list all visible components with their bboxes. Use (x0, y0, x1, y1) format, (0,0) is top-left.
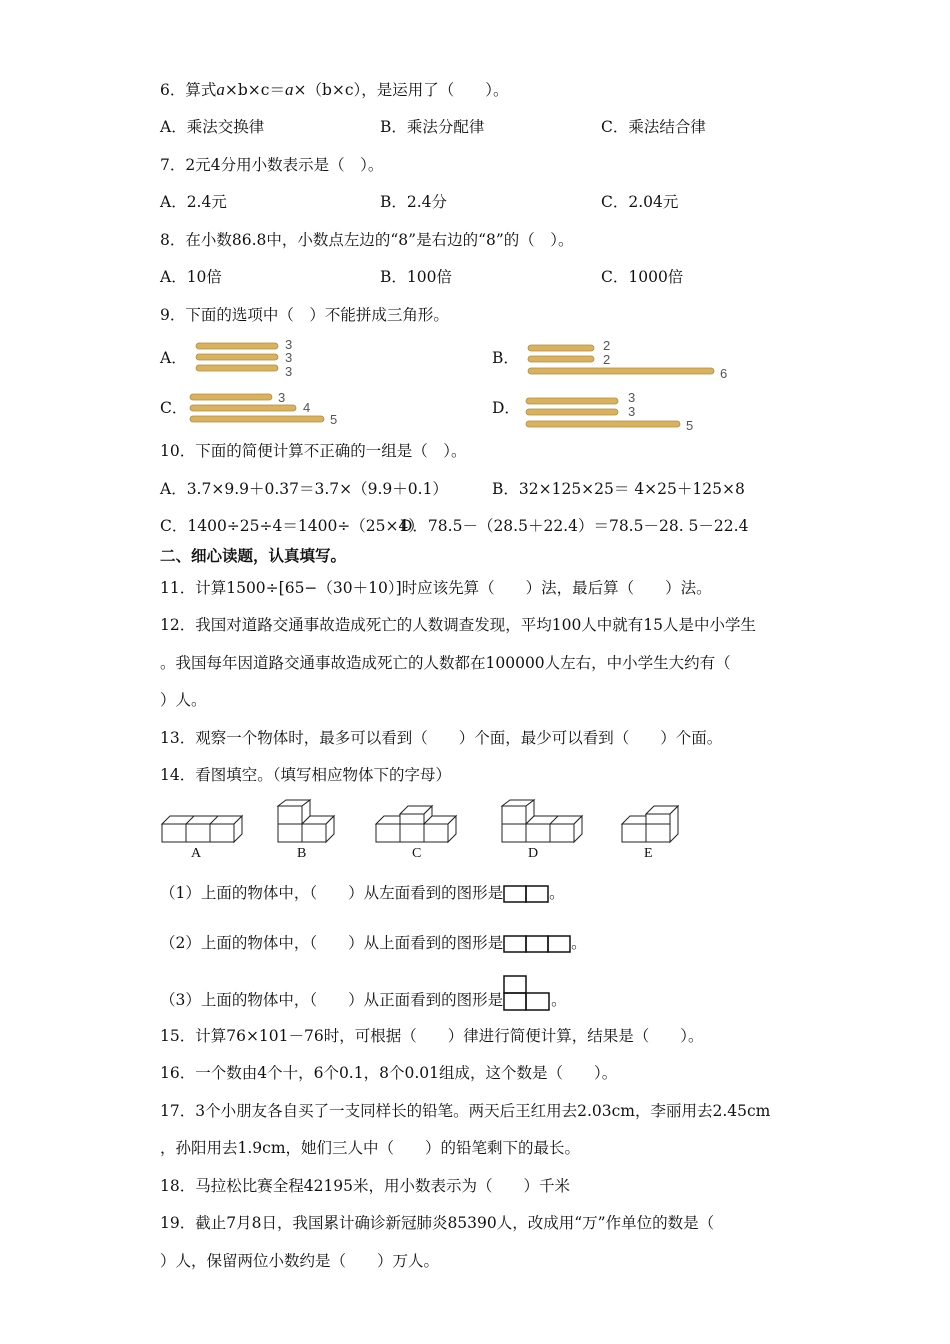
figure-label-b: B (297, 846, 307, 861)
stick (528, 345, 594, 351)
q16-text: 16．一个数由4个十，6个0.1，8个0.01组成，这个数是（ ）。 (160, 1064, 618, 1082)
stick-length: 5 (686, 418, 694, 433)
stick-length: 5 (330, 412, 338, 427)
figure-label-c: C (412, 846, 422, 861)
q12-line2: 。我国每年因道路交通事故造成死亡的人数都在100000人左右，中小学生大约有（ (160, 654, 731, 672)
stick-length: 2 (603, 352, 611, 367)
stick-length: 3 (285, 350, 293, 365)
q9-option-b-label: B． (492, 349, 519, 367)
stick-length: 3 (278, 390, 286, 405)
stick (196, 365, 278, 371)
q11-text: 11．计算1500÷[65−（30＋10）]时应该先算（ ）法，最后算（ ）法。 (160, 579, 712, 597)
q9-option-d-label: D． (492, 399, 520, 417)
figure-b (278, 800, 334, 842)
q17-line2: ，孙阳用去1.9cm，她们三人中（ ）的铅笔剩下的最长。 (160, 1139, 581, 1157)
figure-label-a: A (191, 846, 202, 861)
stick-length: 2 (603, 338, 611, 353)
stick (190, 394, 272, 400)
q10-option-c: C．1400÷25÷4＝1400÷（25×4） (160, 517, 424, 535)
q10-option-b: B．32×125×25＝ 4×25＋125×8 (492, 480, 745, 498)
stick-length: 3 (285, 364, 293, 379)
figure-label-d: D (528, 846, 539, 861)
q14-stem: 14．看图填空。（填写相应物体下的字母） (160, 766, 451, 784)
q12-line3: ）人。 (160, 691, 207, 709)
figure-a (162, 816, 242, 842)
q6-option-a: A．乘法交换律 (160, 118, 265, 136)
stick-length: 3 (285, 337, 293, 352)
q7-stem: 7．2元4分用小数表示是（ ）。 (160, 156, 384, 174)
stick (196, 354, 278, 360)
q17-line1: 17．3个小朋友各自买了一支同样长的铅笔。两天后王红用去2.03cm，李丽用去2.45cm (160, 1102, 771, 1120)
view-shape-three-squares (503, 935, 571, 953)
q7-option-b: B．2.4分 (380, 193, 448, 211)
q12-line1: 12．我国对道路交通事故造成死亡的人数调查发现，平均100人中就有15人是中小学生 (160, 616, 757, 634)
q9-option-d-sticks (526, 388, 716, 434)
stick (526, 409, 618, 415)
q7-option-c: C．2.04元 (601, 193, 679, 211)
q13-text: 13．观察一个物体时，最多可以看到（ ）个面，最少可以看到（ ）个面。 (160, 729, 723, 747)
q14-sub3: （3）上面的物体中，（ ）从正面看到的图形是 。 (160, 983, 567, 1019)
q10-option-a: A．3.7×9.9＋0.37＝3.7×（9.9＋0.1） (160, 480, 448, 498)
q10-stem: 10．下面的简便计算不正确的一组是（ ）。 (160, 442, 467, 460)
stick (526, 398, 618, 404)
stick-length: 6 (720, 366, 728, 381)
q19-line1: 19．截止7月8日，我国累计确诊新冠肺炎85390人，改成用“万”作单位的数是（ (160, 1214, 715, 1232)
section-title: 二、细心读题，认真填写。 (160, 546, 347, 565)
figure-c (376, 806, 456, 842)
stick (526, 421, 680, 427)
q14-sub1: （1）上面的物体中，（ ）从左面看到的图形是 。 (160, 884, 565, 902)
q14-sub2: （2）上面的物体中，（ ）从上面看到的图形是 。 (160, 934, 587, 952)
figure-d (502, 800, 582, 842)
stick (528, 356, 594, 362)
q8-option-a: A．10倍 (160, 268, 222, 286)
q19-line2: ）人，保留两位小数约是（ ）万人。 (160, 1252, 440, 1270)
stick-length: 4 (303, 400, 311, 415)
view-shape-l-squares (503, 975, 551, 1011)
q6-stem: 6．算式a×b×c＝a×（b×c），是运用了（ ）。 (160, 80, 509, 99)
figure-e (622, 806, 678, 842)
q7-option-a: A．2.4元 (160, 193, 227, 211)
q6-option-c: C．乘法结合律 (601, 118, 706, 136)
stick-length: 3 (628, 404, 636, 419)
q15-text: 15．计算76×101－76时，可根据（ ）律进行简便计算，结果是（ ）。 (160, 1027, 704, 1045)
q8-stem: 8．在小数86.8中，小数点左边的“8”是右边的“8”的（ ）。 (160, 231, 574, 249)
q9-option-c-sticks (190, 390, 350, 428)
q9-option-b-sticks (528, 336, 738, 382)
stick (196, 343, 278, 349)
stick-length: 3 (628, 390, 636, 405)
figure-label-e: E (644, 846, 653, 861)
q9-option-a-sticks (196, 338, 306, 380)
q9-stem: 9．下面的选项中（ ）不能拼成三角形。 (160, 306, 449, 324)
q9-option-a-label: A． (160, 349, 187, 367)
q10-option-d: D．78.5－（28.5＋22.4）＝78.5－28. 5－22.4 (400, 517, 749, 535)
stick (528, 368, 714, 374)
q9-option-c-label: C． (160, 399, 188, 417)
stick (190, 416, 324, 422)
q18-text: 18．马拉松比赛全程42195米，用小数表示为（ ）千米 (160, 1177, 571, 1195)
q6-option-b: B．乘法分配律 (380, 118, 485, 136)
q14-cube-figures (160, 800, 690, 846)
stick (190, 405, 296, 411)
q8-option-b: B．100倍 (380, 268, 452, 286)
view-shape-two-squares (503, 885, 549, 903)
q8-option-c: C．1000倍 (601, 268, 684, 286)
